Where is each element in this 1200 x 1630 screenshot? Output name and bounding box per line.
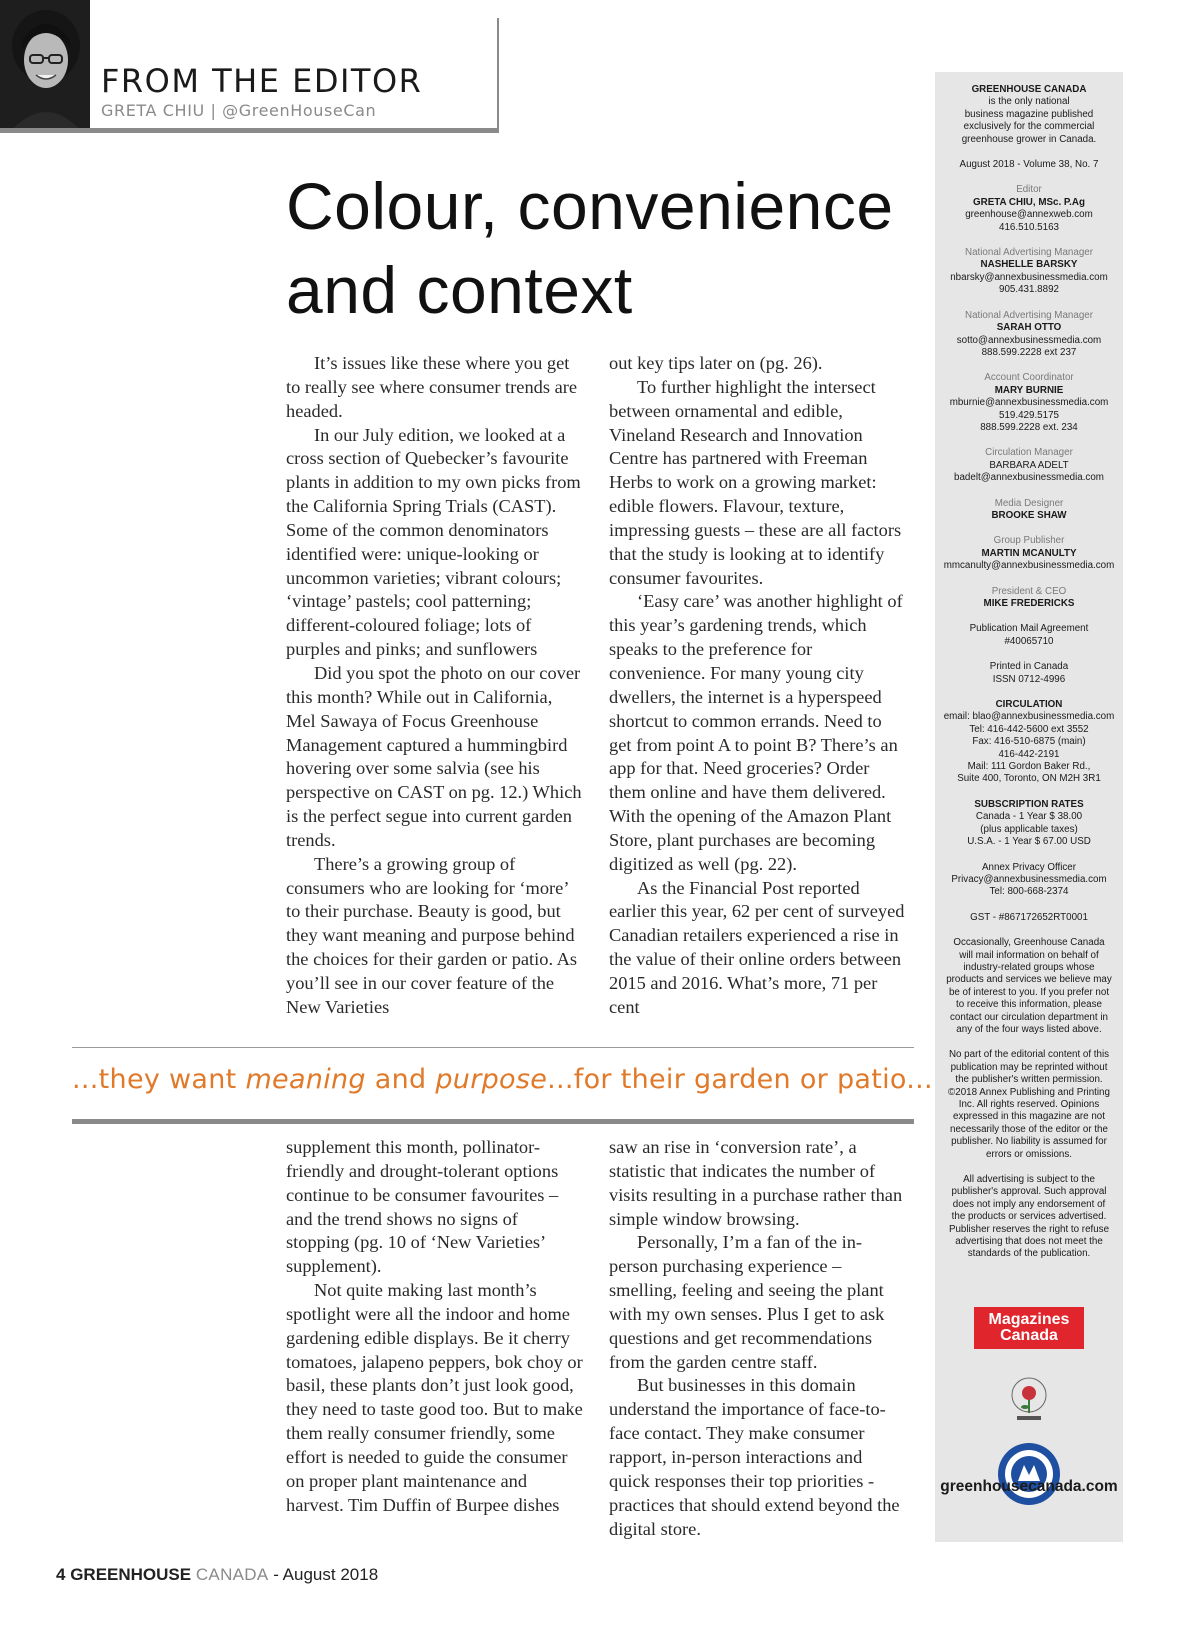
pullquote-rule-top	[72, 1047, 914, 1048]
masthead-line: Privacy@annexbusinessmedia.com	[951, 873, 1107, 885]
pullquote-emphasis: meaning	[245, 1064, 366, 1095]
pullquote-rule-bottom	[72, 1119, 914, 1124]
masthead-line: badelt@annexbusinessmedia.com	[954, 472, 1104, 484]
pull-quote	[72, 1064, 932, 1095]
masthead-line: greenhouse grower in Canada.	[961, 133, 1097, 145]
masthead-line: 416.510.5163	[999, 221, 1059, 233]
masthead-line: is the only national	[988, 96, 1070, 108]
article-column-4	[609, 1136, 907, 1541]
masthead-line: any of the four ways listed above.	[956, 1023, 1102, 1035]
masthead-line: August 2018 - Volume 38, No. 7	[959, 159, 1099, 171]
masthead-block	[941, 623, 1117, 648]
masthead-block	[941, 699, 1117, 786]
masthead-line: Tel: 800-668-2374	[989, 886, 1069, 898]
paragraph: But businesses in this domain understand the importance of face-to-face contact. They make consumer rapport, in-person interactions and quick responses their top priorities - practices that should extend beyond the digital store.	[609, 1375, 900, 1539]
paragraph: To further highlight the intersect between ornamental and edible, Vineland Research and Innovation Centre has partnered with Freeman Herbs to work on a growing market: edible flowers. Flavour, texture, impressing guests – these are all factors that the study is looking at to identify consumer favourites.	[609, 376, 902, 588]
paragraph: saw an rise in ‘conversion rate’, a statistic that indicates the number of visits resulting in a purchase rather than simple window browsing.	[609, 1137, 903, 1229]
masthead-line: ©2018 Annex Publishing and Printing	[948, 1086, 1110, 1098]
masthead-role: Account Coordinator	[984, 372, 1074, 384]
masthead-block	[941, 247, 1117, 297]
masthead-heading: MIKE FREDERICKS	[983, 598, 1075, 609]
masthead-role: National Advertising Manager	[965, 309, 1093, 321]
association-seal-logo	[996, 1441, 1062, 1507]
masthead-heading: SUBSCRIPTION RATES	[974, 798, 1084, 810]
magazines-canada-logo	[974, 1307, 1084, 1349]
article-headline: Colour, convenience and context	[286, 169, 894, 327]
paragraph: It’s issues like these where you get to really see where consumer trends are headed.	[286, 353, 578, 421]
masthead-line: Inc. All rights reserved. Opinions	[958, 1099, 1100, 1110]
masthead-line: Publication Mail Agreement	[969, 623, 1089, 635]
masthead-line: business magazine published	[964, 108, 1094, 120]
flowers-canada-growers-logo	[1007, 1373, 1051, 1423]
paragraph: out key tips later on (pg. 26).	[609, 353, 823, 373]
masthead-block	[941, 661, 1117, 686]
website-url[interactable]: greenhousecanada.com	[940, 1478, 1118, 1495]
masthead-role: Media Designer	[994, 497, 1064, 509]
header-divider-vertical	[497, 18, 499, 132]
masthead-line: Canada - 1 Year $ 38.00	[975, 811, 1083, 823]
masthead-block	[941, 912, 1117, 924]
masthead-line: Tel: 416-442-5600 ext 3552	[969, 723, 1089, 735]
masthead-heading: NASHELLE BARSKY	[980, 259, 1078, 271]
article-column-3	[286, 1136, 584, 1518]
masthead-heading: MARTIN MCANULTY	[981, 547, 1077, 559]
masthead-block	[941, 535, 1117, 572]
masthead-line: necessarily those of the editor or the	[950, 1123, 1108, 1135]
byline: GRETA CHIU | @GreenHouseCan	[101, 101, 377, 120]
masthead-line: (plus applicable taxes)	[980, 823, 1078, 835]
masthead-block	[941, 159, 1117, 171]
paragraph: Not quite making last month’s spotlight were all the indoor and home gardening edible displays. Be it cherry tomatoes, jalapeno peppers, bok choy or basil, these plants don’t just look good, they need to taste good too. But to make them really consumer friendly, some effort is needed to guide the consumer on proper plant maintenance and harvest. Tim Duffin of Burpee dishes	[286, 1280, 583, 1515]
masthead-line: #40065710	[1004, 635, 1054, 647]
paragraph: In our July edition, we looked at a cross section of Quebecker’s favourite plants in addition to my own picks from the California Spring Trials (CAST). Some of the common denominators identified were: unique-looking or uncommon varieties; vibrant colours; ‘vintage’ pastels; cool patterning; different-coloured foliage; lots of purples and pinks; and sunflowers	[286, 424, 581, 660]
masthead-role: National Advertising Manager	[965, 247, 1093, 259]
magazines-canada-logo-text: Magazines Canada	[988, 1310, 1070, 1344]
pullquote-text: ...for their garden or patio...	[547, 1064, 933, 1095]
masthead-line: products and services we believe may	[946, 974, 1112, 986]
masthead-block	[941, 310, 1117, 360]
masthead-line: Publisher reserves the right to refuse	[948, 1223, 1110, 1235]
masthead-block	[941, 372, 1117, 434]
masthead-sidebar	[935, 72, 1123, 1542]
masthead-heading: BROOKE SHAW	[991, 509, 1067, 521]
section-title: FROM THE EDITOR	[101, 62, 423, 100]
masthead-line: 888.599.2228 ext. 234	[980, 421, 1078, 433]
masthead-line: exclusively for the commercial	[963, 121, 1095, 133]
article-column-1	[286, 352, 584, 1020]
masthead-line: email: blao@annexbusinessmedia.com	[943, 711, 1115, 723]
paragraph: Personally, I’m a fan of the in-person purchasing experience – smelling, feeling and seeing the plant with my own senses. Plus I get to ask questions and get recommendations from the garden centre staff.	[609, 1232, 885, 1372]
masthead-block	[941, 1174, 1117, 1261]
masthead-line: BARBARA ADELT	[989, 459, 1069, 471]
masthead-line: does not imply any endorsement of	[952, 1198, 1106, 1210]
masthead-heading: GREENHOUSE CANADA	[971, 84, 1087, 95]
masthead-heading: MARY BURNIE	[994, 384, 1064, 396]
masthead-line: sotto@annexbusinessmedia.com	[956, 334, 1102, 346]
masthead-role: President & CEO	[991, 585, 1067, 597]
masthead-content	[935, 72, 1123, 1261]
pullquote-text: ...they want	[72, 1064, 246, 1095]
masthead-line: publisher's approval. Such approval	[951, 1186, 1107, 1198]
masthead-heading: GRETA CHIU, MSc. P.Ag	[973, 196, 1085, 208]
masthead-block	[941, 862, 1117, 899]
masthead-line: GST - #867172652RT0001	[970, 911, 1088, 923]
masthead-block	[941, 1049, 1117, 1161]
page-footer	[56, 1565, 378, 1585]
masthead-line: to receive this information, please	[956, 999, 1102, 1011]
masthead-block	[941, 498, 1117, 523]
paragraph: There’s a growing group of consumers who are looking for ‘more’ to their purchase. Beauty is good, but they want meaning and purpose behind the choices for their garden or patio. As you’ll see in our cover feature of the New Varieties	[286, 853, 578, 1017]
masthead-line: Suite 400, Toronto, ON M2H 3R1	[957, 773, 1101, 785]
pullquote-emphasis: purpose	[435, 1064, 548, 1095]
masthead-line: Annex Privacy Officer	[981, 861, 1076, 873]
masthead-line: All advertising is subject to the	[963, 1174, 1095, 1186]
masthead-line: Mail: 111 Gordon Baker Rd.,	[967, 761, 1091, 773]
masthead-block	[941, 586, 1117, 611]
masthead-line: contact our circulation department in	[950, 1011, 1108, 1023]
masthead-line: greenhouse@annexweb.com	[965, 209, 1093, 221]
masthead-line: ISSN 0712-4996	[992, 673, 1066, 685]
masthead-block	[941, 447, 1117, 484]
masthead-line: will mail information on behalf of	[959, 949, 1099, 961]
masthead-line: standards of the publication.	[967, 1248, 1091, 1260]
masthead-line: mmcanulty@annexbusinessmedia.com	[943, 560, 1115, 572]
masthead-line: Occasionally, Greenhouse Canada	[953, 937, 1105, 949]
masthead-line: 416-442-2191	[998, 748, 1060, 760]
masthead-block	[941, 184, 1117, 234]
paragraph: Did you spot the photo on our cover this month? While out in California, Mel Sawaya of Focus Greenhouse Management captured a hummingbird hovering over some salvia (see his perspective on CAST on pg. 12.) Which is the perfect segue into current garden trends.	[286, 662, 582, 850]
masthead-line: the publisher's written permission.	[955, 1074, 1103, 1086]
footer-brand: GREENHOUSE	[70, 1565, 192, 1584]
page-number: 4	[56, 1565, 66, 1584]
footer-brand-light: CANADA	[195, 1565, 269, 1584]
masthead-line: mburnie@annexbusinessmedia.com	[949, 397, 1109, 409]
masthead-heading: CIRCULATION	[995, 699, 1063, 711]
masthead-line: 888.599.2228 ext 237	[981, 346, 1077, 358]
masthead-line: 519.429.5175	[999, 409, 1059, 421]
masthead-line: errors or omissions.	[985, 1148, 1072, 1160]
masthead-line: expressed in this magazine are not	[953, 1111, 1105, 1123]
masthead-line: 905.431.8892	[999, 284, 1059, 296]
masthead-line: U.S.A. - 1 Year $ 67.00 USD	[967, 836, 1091, 848]
pullquote-text: and	[365, 1064, 436, 1095]
masthead-line: the products or services advertised.	[951, 1211, 1107, 1223]
paragraph: As the Financial Post reported earlier this year, 62 per cent of surveyed Canadian retailers experienced a rise in the value of their online orders between 2015 and 2016. What’s more, 71 per cent	[609, 877, 905, 1017]
masthead-heading: SARAH OTTO	[996, 322, 1062, 334]
masthead-role: Circulation Manager	[985, 447, 1073, 459]
masthead-block	[941, 84, 1117, 146]
footer-date: - August 2018	[268, 1565, 379, 1584]
masthead-role: Editor	[1016, 184, 1042, 196]
masthead-line: Printed in Canada	[989, 661, 1069, 673]
masthead-block	[941, 937, 1117, 1036]
masthead-line: publication may be reprinted without	[950, 1061, 1108, 1073]
masthead-line: industry-related groups whose	[963, 961, 1095, 973]
masthead-block	[941, 799, 1117, 849]
masthead-line: No part of the editorial content of this	[948, 1049, 1110, 1061]
paragraph: ‘Easy care’ was another highlight of this year’s gardening trends, which speaks to the preference for convenience. For many young city dwellers, the internet is a hyperspeed shortcut to common errands. Need to get from point A to point B? There’s an app for that. Need groceries? Order them online and have them delivered. With the opening of the Amazon Plant Store, plant purchases are becoming digitized as well (pg. 22).	[609, 591, 903, 874]
editor-photo	[0, 0, 90, 132]
masthead-line: publisher. No liability is assumed for	[951, 1136, 1107, 1148]
header-divider-horizontal	[0, 128, 499, 133]
masthead-line: be of interest to you. If you prefer not	[948, 986, 1110, 998]
paragraph: supplement this month, pollinator-friendly and drought-tolerant options continue to be consumer favourites – and the trend shows no signs of stopping (pg. 10 of ‘New Varieties’ supplement).	[286, 1137, 559, 1277]
article-column-2	[609, 352, 907, 1020]
masthead-line: nbarsky@annexbusinessmedia.com	[950, 271, 1108, 283]
masthead-line: advertising that does not meet the	[955, 1236, 1103, 1248]
masthead-role: Group Publisher	[993, 535, 1065, 547]
masthead-line: Fax: 416-510-6875 (main)	[972, 736, 1086, 748]
